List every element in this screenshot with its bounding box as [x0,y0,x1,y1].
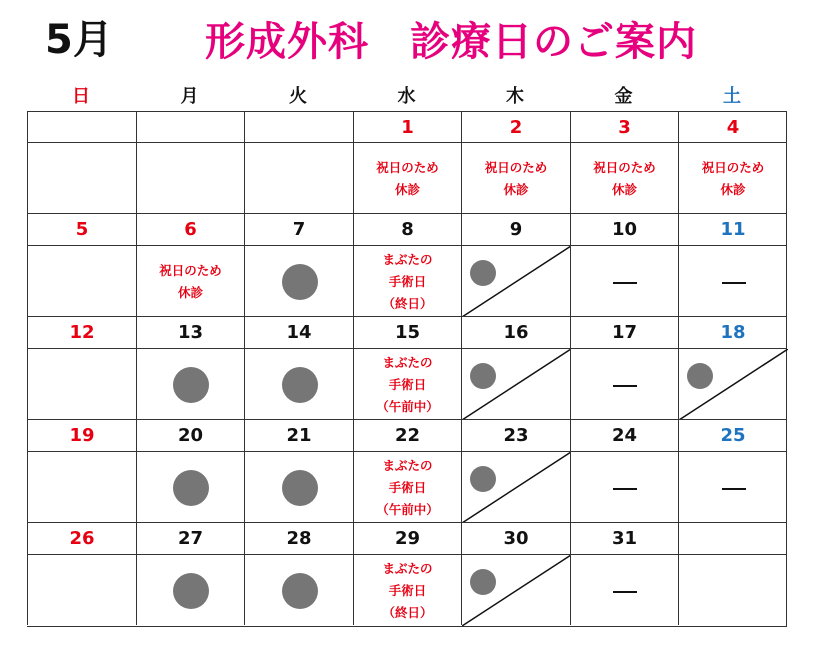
schedule-note: まぶたの [382,354,433,370]
schedule-note: まぶたの [382,457,433,473]
schedule-cell [570,245,678,316]
schedule-note: 休診 [611,181,637,197]
schedule-cell [27,142,136,213]
closed-dash [613,591,637,593]
schedule-note: 祝日のため [701,159,765,175]
weekday-header [27,82,787,110]
open-full-day-marker [173,573,209,609]
date-number: 29 [394,528,421,549]
month-label: 5月 [45,17,113,63]
date-cell [461,522,570,554]
date-cell [570,111,678,142]
schedule-note: 祝日のため [484,159,548,175]
schedule-cell [27,348,136,419]
date-cell [136,213,244,245]
date-cell [353,213,461,245]
date-number: 14 [286,322,312,343]
schedule-note: まぶたの [382,560,433,576]
date-cell [570,316,678,348]
date-cell [570,419,678,451]
schedule-cell [136,348,244,419]
date-number: 9 [509,219,523,240]
open-full-day-marker [282,470,318,506]
closed-dash [613,282,637,284]
date-cell [244,316,353,348]
date-number: 16 [503,322,529,343]
date-cell [570,522,678,554]
schedule-cell [244,554,353,625]
date-cell [678,419,787,451]
date-number: 19 [69,425,95,446]
date-cell [27,213,136,245]
date-cell [678,213,787,245]
date-number: 17 [611,322,638,343]
weekday-label: 木 [506,86,524,107]
date-number: 10 [611,219,638,240]
date-cell [136,316,244,348]
schedule-cell [27,554,136,625]
schedule-note: （終日） [382,604,433,620]
schedule-note: 手術日 [388,479,427,495]
open-morning-marker [470,466,496,492]
date-number: 26 [69,528,95,549]
date-number: 7 [292,219,306,240]
date-number [679,523,787,554]
date-number [28,112,136,142]
weekday-label: 土 [723,86,741,107]
weekday-label: 月 [180,86,199,107]
page-title: 形成外科 診療日のご案内 [205,19,697,65]
schedule-note: 手術日 [388,582,427,598]
schedule-cell [678,451,787,522]
date-number: 30 [503,528,529,549]
schedule-cell [678,142,787,213]
calendar-grid [27,111,787,627]
open-full-day-marker [282,367,318,403]
open-morning-marker [470,260,496,286]
date-number: 2 [509,116,523,138]
date-cell [27,316,136,348]
schedule-note: 祝日のため [593,159,656,175]
schedule-cell [461,554,570,625]
schedule-note: 手術日 [388,273,427,289]
schedule-note: 祝日のため [376,159,439,175]
schedule-cell [136,245,244,316]
open-full-day-marker [282,573,318,609]
date-cell [244,111,353,142]
open-full-day-marker [282,264,318,300]
closed-dash [613,385,637,387]
date-number: 27 [177,528,204,549]
date-number: 25 [720,425,746,446]
schedule-cell [244,142,353,213]
schedule-cell [678,554,787,625]
open-morning-marker [470,569,496,595]
schedule-cell [678,245,787,316]
schedule-cell [27,451,136,522]
schedule-note: 休診 [503,181,529,197]
date-cell [461,419,570,451]
date-number: 31 [611,528,638,549]
schedule-note: 手術日 [388,376,427,392]
date-cell [678,522,787,554]
schedule-cell [678,348,787,419]
date-number: 12 [69,322,95,343]
date-cell [678,316,787,348]
date-cell [27,111,136,142]
date-number: 3 [618,116,631,138]
schedule-cell [461,245,570,316]
schedule-cell [244,245,353,316]
closed-dash [722,488,746,490]
date-number: 22 [394,425,421,446]
weekday-label: 火 [289,86,307,107]
date-cell [27,522,136,554]
open-morning-marker [687,363,713,389]
date-number: 15 [394,322,421,343]
schedule-cell [353,245,461,316]
schedule-cell [570,554,678,625]
date-cell [244,522,353,554]
date-cell [353,111,461,142]
schedule-cell [136,554,244,625]
open-full-day-marker [173,470,209,506]
schedule-cell [570,451,678,522]
schedule-note: （午前中） [376,398,439,414]
date-number: 21 [286,425,312,446]
date-cell [136,111,244,142]
date-number: 4 [726,116,740,138]
date-cell [353,316,461,348]
date-cell [461,111,570,142]
date-number [137,112,244,142]
schedule-cell [353,142,461,213]
schedule-note: 休診 [177,284,203,300]
schedule-cell [136,451,244,522]
date-number: 20 [177,425,204,446]
closed-dash [722,282,746,284]
schedule-cell [570,142,678,213]
schedule-cell [27,245,136,316]
schedule-cell [461,348,570,419]
date-number: 23 [503,425,529,446]
weekday-label: 金 [614,86,633,107]
date-number: 8 [401,219,414,240]
schedule-cell [353,451,461,522]
date-cell [461,316,570,348]
date-cell [27,419,136,451]
schedule-note: 休診 [394,181,420,197]
date-number: 13 [177,322,204,343]
schedule-cell [461,142,570,213]
weekday-label: 水 [397,86,416,107]
date-cell [678,111,787,142]
grid-border-bottom [27,626,787,627]
date-cell [244,419,353,451]
date-cell [136,522,244,554]
date-number: 1 [401,116,414,138]
date-cell [461,213,570,245]
schedule-cell [570,348,678,419]
schedule-cell [461,451,570,522]
date-number: 28 [286,528,312,549]
date-number: 6 [184,219,197,240]
date-number: 24 [611,425,638,446]
open-morning-marker [470,363,496,389]
open-full-day-marker [173,367,209,403]
weekday-label: 日 [72,86,90,107]
schedule-note: 祝日のため [159,262,222,278]
schedule-note: まぶたの [382,251,433,267]
date-number: 11 [720,219,746,240]
date-number: 18 [720,322,746,343]
schedule-note: （終日） [382,295,433,311]
date-cell [570,213,678,245]
date-number: 5 [75,219,89,240]
date-cell [136,419,244,451]
date-cell [353,522,461,554]
date-cell [353,419,461,451]
schedule-note: （午前中） [376,501,439,517]
schedule-cell [244,348,353,419]
date-cell [244,213,353,245]
schedule-cell [353,348,461,419]
schedule-cell [136,142,244,213]
schedule-note: 休診 [720,181,746,197]
schedule-cell [244,451,353,522]
closed-dash [613,488,637,490]
date-number [245,112,353,142]
schedule-cell [353,554,461,625]
